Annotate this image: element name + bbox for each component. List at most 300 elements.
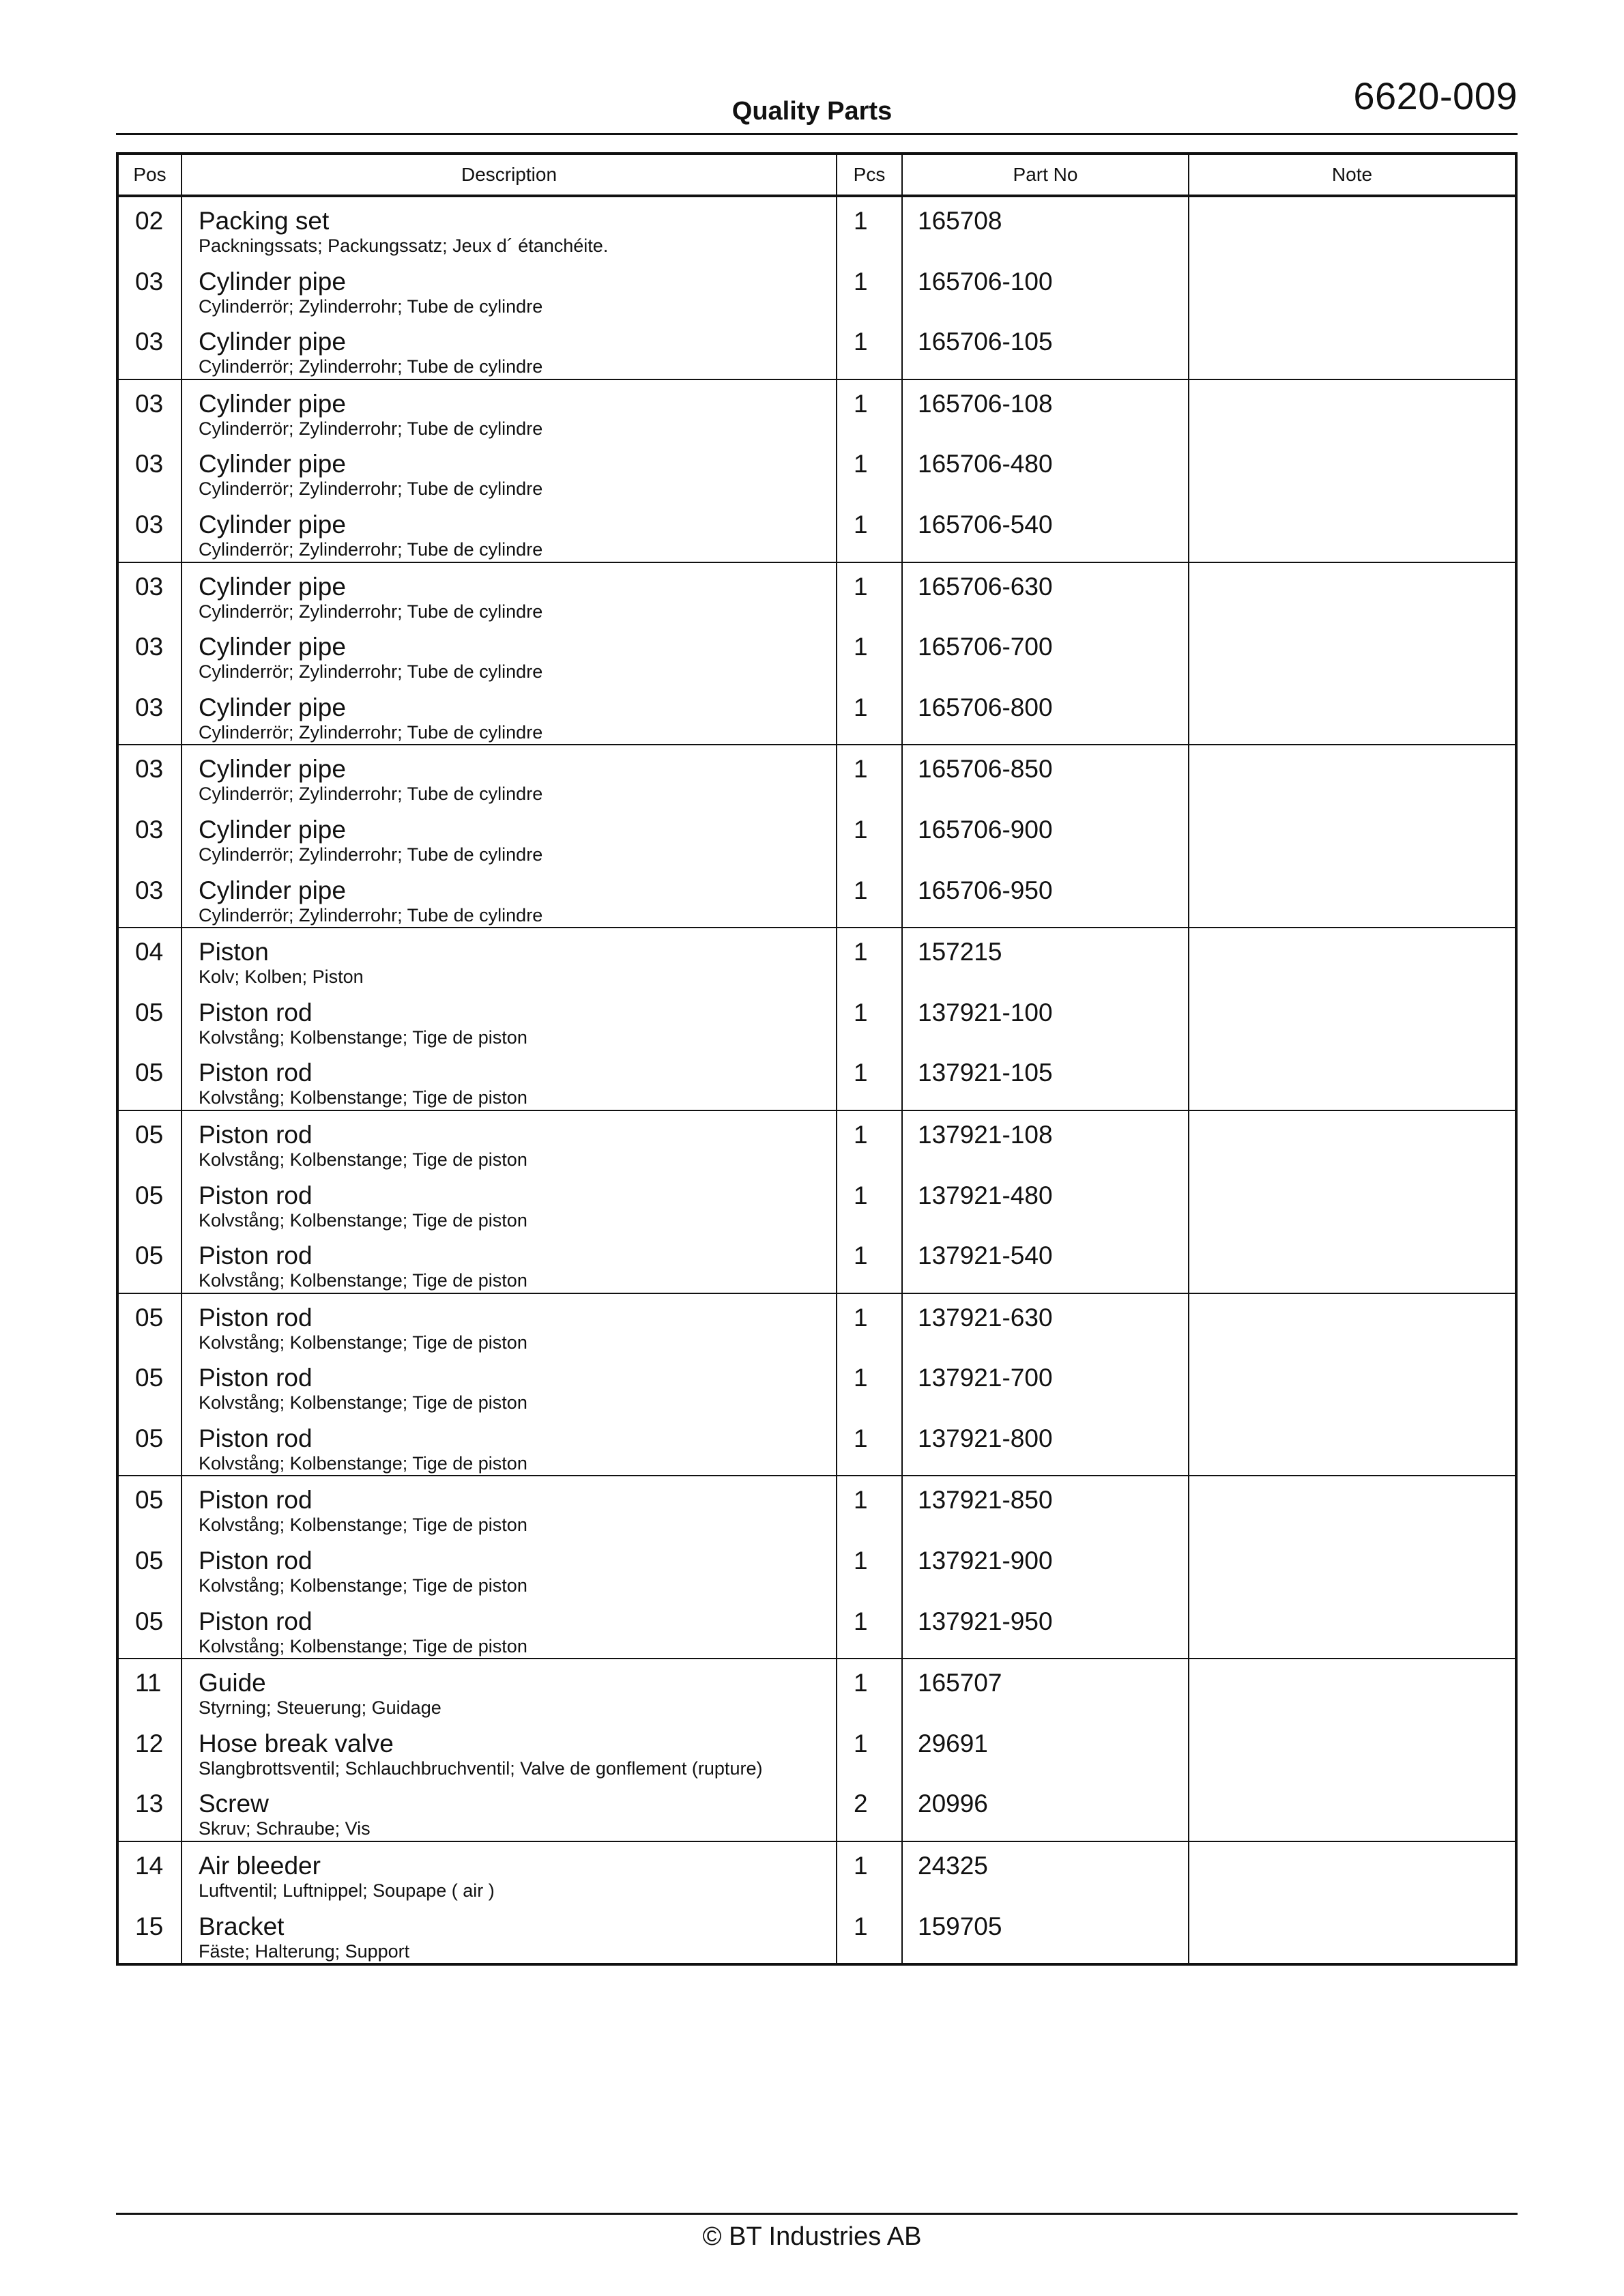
note-cell: [1189, 1903, 1516, 1965]
part-no-value: 165706-900: [918, 815, 1053, 844]
pos-cell: [117, 1476, 182, 1537]
part-no-cell: [902, 867, 1189, 928]
description-text: Piston rod: [199, 1364, 313, 1392]
pos-value: 03: [135, 876, 164, 904]
description-text: Piston rod: [199, 1607, 313, 1635]
pos-cell: [117, 562, 182, 624]
description-cell: [182, 1598, 837, 1659]
description-text: Piston rod: [199, 1303, 313, 1332]
pcs-cell: [837, 806, 902, 867]
part-no-cell: [902, 258, 1189, 319]
pos-cell: [117, 1841, 182, 1903]
pos-cell: [117, 501, 182, 562]
part-no-cell: [902, 379, 1189, 441]
table-header-row: [117, 154, 1516, 196]
pcs-value: 1: [854, 328, 868, 356]
table-row: [117, 1659, 1516, 1720]
description-translations: Cylinderrör; Zylinderrohr; Tube de cylindre: [199, 844, 543, 865]
pos-cell: [117, 806, 182, 867]
pcs-value: 1: [854, 1242, 868, 1270]
description-translations: Skruv; Schraube; Vis: [199, 1818, 371, 1839]
part-no-cell: [902, 196, 1189, 258]
pcs-value: 1: [854, 389, 868, 418]
note-cell: [1189, 1598, 1516, 1659]
pos-cell: [117, 684, 182, 745]
pcs-value: 1: [854, 1912, 868, 1940]
pcs-cell: [837, 928, 902, 989]
part-no-cell: [902, 745, 1189, 806]
pos-cell: [117, 440, 182, 501]
column-header-description: Description: [182, 154, 837, 196]
pos-cell: [117, 1049, 182, 1110]
pos-cell: [117, 1110, 182, 1172]
parts-table-body: [117, 196, 1516, 1964]
description-cell: [182, 501, 837, 562]
description-text: Cylinder pipe: [199, 450, 346, 478]
table-row: [117, 1172, 1516, 1233]
description-translations: Kolv; Kolben; Piston: [199, 966, 364, 988]
description-translations: Cylinderrör; Zylinderrohr; Tube de cylindre: [199, 721, 543, 743]
description-cell: [182, 1293, 837, 1355]
pcs-cell: [837, 1415, 902, 1476]
pos-cell: [117, 1720, 182, 1781]
description-translations: Slangbrottsventil; Schlauchbruchventil; Valve de gonflement (rupture): [199, 1757, 763, 1779]
pcs-cell: [837, 1537, 902, 1598]
pos-cell: [117, 379, 182, 441]
description-text: Piston rod: [199, 1424, 313, 1452]
pos-cell: [117, 989, 182, 1050]
description-text: Cylinder pipe: [199, 755, 346, 784]
description-translations: Kolvstång; Kolbenstange; Tige de piston: [199, 1515, 527, 1536]
description-text: Piston: [199, 938, 269, 966]
description-text: Bracket: [199, 1912, 285, 1940]
description-cell: [182, 1841, 837, 1903]
description-cell: [182, 1476, 837, 1537]
part-no-cell: [902, 562, 1189, 624]
part-no-cell: [902, 928, 1189, 989]
part-no-cell: [902, 806, 1189, 867]
description-text: Piston rod: [199, 1120, 313, 1149]
pcs-value: 1: [854, 510, 868, 539]
pcs-value: 2: [854, 1790, 868, 1818]
pos-cell: [117, 867, 182, 928]
pcs-cell: [837, 867, 902, 928]
part-no-cell: [902, 1476, 1189, 1537]
pcs-value: 1: [854, 998, 868, 1027]
pcs-value: 1: [854, 815, 868, 844]
pos-value: 05: [135, 1364, 164, 1392]
description-text: Cylinder pipe: [199, 876, 346, 904]
note-cell: [1189, 867, 1516, 928]
description-translations: Kolvstång; Kolbenstange; Tige de piston: [199, 1332, 527, 1353]
part-no-value: 165706-100: [918, 267, 1053, 296]
description-text: Cylinder pipe: [199, 510, 346, 539]
description-text: Piston rod: [199, 1059, 313, 1087]
pcs-cell: [837, 562, 902, 624]
pos-value: 13: [135, 1790, 164, 1818]
pcs-value: 1: [854, 450, 868, 478]
header-divider: [116, 133, 1518, 135]
note-cell: [1189, 1049, 1516, 1110]
pos-cell: [117, 623, 182, 684]
pcs-cell: [837, 1354, 902, 1415]
note-cell: [1189, 379, 1516, 441]
note-cell: [1189, 1232, 1516, 1293]
pos-cell: [117, 1598, 182, 1659]
description-translations: Styrning; Steuerung; Guidage: [199, 1697, 441, 1719]
part-no-cell: [902, 1720, 1189, 1781]
pcs-value: 1: [854, 633, 868, 661]
pos-value: 15: [135, 1912, 164, 1940]
pcs-cell: [837, 379, 902, 441]
pos-value: 05: [135, 1547, 164, 1575]
part-no-cell: [902, 1110, 1189, 1172]
pos-cell: [117, 1293, 182, 1355]
part-no-value: 165706-105: [918, 328, 1053, 356]
description-translations: Kolvstång; Kolbenstange; Tige de piston: [199, 1087, 527, 1108]
description-text: Cylinder pipe: [199, 572, 346, 601]
part-no-value: 20996: [918, 1790, 988, 1818]
pos-cell: [117, 1780, 182, 1841]
note-cell: [1189, 1293, 1516, 1355]
column-header-pos: Pos: [117, 154, 182, 196]
pcs-value: 1: [854, 1729, 868, 1757]
description-translations: Cylinderrör; Zylinderrohr; Tube de cylindre: [199, 418, 543, 439]
pos-cell: [117, 1415, 182, 1476]
description-text: Piston rod: [199, 998, 313, 1027]
part-no-value: 137921-480: [918, 1181, 1053, 1209]
part-no-value: 137921-900: [918, 1547, 1053, 1575]
note-cell: [1189, 318, 1516, 379]
note-cell: [1189, 1476, 1516, 1537]
pos-value: 05: [135, 998, 164, 1027]
description-translations: Cylinderrör; Zylinderrohr; Tube de cylindre: [199, 661, 543, 683]
table-row: [117, 379, 1516, 441]
description-cell: [182, 1659, 837, 1720]
pcs-value: 1: [854, 693, 868, 721]
pcs-cell: [837, 1598, 902, 1659]
part-no-value: 165706-108: [918, 389, 1053, 418]
part-no-value: 165706-800: [918, 693, 1053, 721]
table-row: [117, 1293, 1516, 1355]
pos-value: 03: [135, 450, 164, 478]
pcs-value: 1: [854, 1059, 868, 1087]
part-no-value: 165708: [918, 207, 1002, 235]
description-cell: [182, 1537, 837, 1598]
part-no-value: 159705: [918, 1912, 1002, 1940]
note-cell: [1189, 745, 1516, 806]
pcs-cell: [837, 623, 902, 684]
table-row: [117, 501, 1516, 562]
pcs-cell: [837, 1720, 902, 1781]
footer-copyright: © BT Industries AB: [702, 2222, 922, 2251]
note-cell: [1189, 196, 1516, 258]
part-no-value: 137921-950: [918, 1607, 1053, 1635]
pos-value: 03: [135, 510, 164, 539]
part-no-value: 137921-850: [918, 1486, 1053, 1515]
description-text: Cylinder pipe: [199, 815, 346, 844]
part-no-cell: [902, 623, 1189, 684]
part-no-cell: [902, 1172, 1189, 1233]
table-row: [117, 562, 1516, 624]
pcs-value: 1: [854, 1424, 868, 1452]
pos-value: 03: [135, 633, 164, 661]
table-row: [117, 196, 1516, 258]
table-row: [117, 623, 1516, 684]
pos-cell: [117, 1232, 182, 1293]
table-row: [117, 989, 1516, 1050]
description-text: Hose break valve: [199, 1729, 394, 1757]
column-header-pcs: Pcs: [837, 154, 902, 196]
description-translations: Packningssats; Packungssatz; Jeux d´ étanchéite.: [199, 235, 609, 256]
table-row: [117, 1841, 1516, 1903]
pos-value: 05: [135, 1303, 164, 1332]
note-cell: [1189, 562, 1516, 624]
pcs-value: 1: [854, 1669, 868, 1697]
description-text: Cylinder pipe: [199, 633, 346, 661]
table-row: [117, 1476, 1516, 1537]
pos-cell: [117, 1903, 182, 1965]
pos-value: 05: [135, 1424, 164, 1452]
pcs-cell: [837, 196, 902, 258]
pcs-value: 1: [854, 267, 868, 296]
pos-value: 03: [135, 815, 164, 844]
description-cell: [182, 1720, 837, 1781]
part-no-cell: [902, 1354, 1189, 1415]
part-no-cell: [902, 1049, 1189, 1110]
pos-cell: [117, 928, 182, 989]
column-header-note: Note: [1189, 154, 1516, 196]
pcs-cell: [837, 258, 902, 319]
description-cell: [182, 1110, 837, 1172]
description-cell: [182, 1354, 837, 1415]
note-cell: [1189, 1415, 1516, 1476]
pcs-cell: [837, 1476, 902, 1537]
table-row: [117, 745, 1516, 806]
note-cell: [1189, 440, 1516, 501]
description-cell: [182, 623, 837, 684]
pos-value: 03: [135, 328, 164, 356]
part-no-cell: [902, 1903, 1189, 1965]
part-no-cell: [902, 1232, 1189, 1293]
part-no-cell: [902, 1841, 1189, 1903]
pos-value: 14: [135, 1852, 164, 1880]
pos-value: 05: [135, 1059, 164, 1087]
pcs-cell: [837, 1841, 902, 1903]
table-row: [117, 1598, 1516, 1659]
description-text: Piston rod: [199, 1181, 313, 1209]
part-no-cell: [902, 1415, 1189, 1476]
pcs-value: 1: [854, 1607, 868, 1635]
table-row: [117, 684, 1516, 745]
description-text: Air bleeder: [199, 1852, 321, 1880]
description-translations: Kolvstång; Kolbenstange; Tige de piston: [199, 1270, 527, 1291]
pcs-value: 1: [854, 572, 868, 601]
table-row: [117, 1720, 1516, 1781]
note-cell: [1189, 989, 1516, 1050]
description-translations: Cylinderrör; Zylinderrohr; Tube de cylindre: [199, 784, 543, 805]
description-cell: [182, 196, 837, 258]
part-no-value: 165706-950: [918, 876, 1053, 904]
part-no-cell: [902, 1659, 1189, 1720]
description-cell: [182, 258, 837, 319]
table-row: [117, 1415, 1516, 1476]
pcs-value: 1: [854, 876, 868, 904]
part-no-value: 137921-108: [918, 1120, 1053, 1149]
description-translations: Kolvstång; Kolbenstange; Tige de piston: [199, 1209, 527, 1231]
table-row: [117, 928, 1516, 989]
pos-cell: [117, 318, 182, 379]
pcs-cell: [837, 1293, 902, 1355]
note-cell: [1189, 1354, 1516, 1415]
pcs-value: 1: [854, 1852, 868, 1880]
description-cell: [182, 745, 837, 806]
part-no-value: 29691: [918, 1729, 988, 1757]
table-row: [117, 1110, 1516, 1172]
pos-value: 05: [135, 1486, 164, 1515]
part-no-value: 165706-850: [918, 755, 1053, 784]
part-no-value: 137921-700: [918, 1364, 1053, 1392]
pos-cell: [117, 1354, 182, 1415]
description-cell: [182, 318, 837, 379]
pos-value: 05: [135, 1120, 164, 1149]
pos-value: 03: [135, 693, 164, 721]
part-no-cell: [902, 501, 1189, 562]
pcs-value: 1: [854, 1547, 868, 1575]
description-cell: [182, 379, 837, 441]
description-translations: Kolvstång; Kolbenstange; Tige de piston: [199, 1635, 527, 1656]
pos-value: 03: [135, 389, 164, 418]
description-cell: [182, 1903, 837, 1965]
table-row: [117, 1780, 1516, 1841]
pcs-cell: [837, 1110, 902, 1172]
note-cell: [1189, 684, 1516, 745]
part-no-value: 137921-630: [918, 1303, 1053, 1332]
pcs-cell: [837, 1780, 902, 1841]
note-cell: [1189, 806, 1516, 867]
part-no-cell: [902, 318, 1189, 379]
pos-cell: [117, 1537, 182, 1598]
pos-value: 05: [135, 1607, 164, 1635]
description-cell: [182, 1780, 837, 1841]
note-cell: [1189, 1841, 1516, 1903]
description-translations: Cylinderrör; Zylinderrohr; Tube de cylindre: [199, 601, 543, 622]
table-row: [117, 867, 1516, 928]
description-text: Guide: [199, 1669, 266, 1697]
pcs-value: 1: [854, 1120, 868, 1149]
description-text: Cylinder pipe: [199, 693, 346, 721]
table-row: [117, 1232, 1516, 1293]
description-translations: Cylinderrör; Zylinderrohr; Tube de cylindre: [199, 356, 543, 377]
pos-cell: [117, 196, 182, 258]
table-row: [117, 258, 1516, 319]
table-row: [117, 1537, 1516, 1598]
part-no-cell: [902, 1537, 1189, 1598]
footer-divider: [116, 2213, 1518, 2215]
pos-cell: [117, 745, 182, 806]
description-translations: Kolvstång; Kolbenstange; Tige de piston: [199, 1575, 527, 1596]
part-no-value: 137921-800: [918, 1424, 1053, 1452]
part-no-value: 165707: [918, 1669, 1002, 1697]
pos-value: 03: [135, 755, 164, 784]
note-cell: [1189, 1110, 1516, 1172]
table-row: [117, 1049, 1516, 1110]
description-text: Cylinder pipe: [199, 389, 346, 418]
description-cell: [182, 989, 837, 1050]
pcs-cell: [837, 1659, 902, 1720]
description-translations: Cylinderrör; Zylinderrohr; Tube de cylindre: [199, 539, 543, 560]
pos-cell: [117, 1172, 182, 1233]
description-text: Screw: [199, 1790, 269, 1818]
description-cell: [182, 562, 837, 624]
description-text: Piston rod: [199, 1547, 313, 1575]
pcs-cell: [837, 501, 902, 562]
pcs-value: 1: [854, 1364, 868, 1392]
description-translations: Luftventil; Luftnippel; Soupape ( air ): [199, 1880, 495, 1902]
pos-value: 04: [135, 938, 164, 966]
pcs-value: 1: [854, 755, 868, 784]
part-no-value: 137921-105: [918, 1059, 1053, 1087]
part-no-value: 165706-700: [918, 633, 1053, 661]
part-no-cell: [902, 1780, 1189, 1841]
pos-value: 05: [135, 1181, 164, 1209]
part-no-cell: [902, 989, 1189, 1050]
pcs-cell: [837, 1232, 902, 1293]
description-translations: Cylinderrör; Zylinderrohr; Tube de cylindre: [199, 478, 543, 500]
pos-cell: [117, 258, 182, 319]
note-cell: [1189, 1537, 1516, 1598]
pcs-value: 1: [854, 1486, 868, 1515]
part-no-value: 24325: [918, 1852, 988, 1880]
part-no-value: 157215: [918, 938, 1002, 966]
pos-value: 05: [135, 1242, 164, 1270]
description-cell: [182, 1415, 837, 1476]
description-translations: Kolvstång; Kolbenstange; Tige de piston: [199, 1027, 527, 1048]
pos-value: 11: [135, 1669, 162, 1697]
note-cell: [1189, 258, 1516, 319]
parts-table: [116, 152, 1518, 1966]
pcs-cell: [837, 989, 902, 1050]
description-cell: [182, 1049, 837, 1110]
description-cell: [182, 1172, 837, 1233]
description-translations: Kolvstång; Kolbenstange; Tige de piston: [199, 1149, 527, 1170]
part-no-value: 165706-540: [918, 510, 1053, 539]
note-cell: [1189, 1780, 1516, 1841]
description-translations: Fäste; Halterung; Support: [199, 1940, 410, 1962]
description-text: Cylinder pipe: [199, 328, 346, 356]
table-row: [117, 806, 1516, 867]
note-cell: [1189, 501, 1516, 562]
part-no-value: 137921-100: [918, 998, 1053, 1027]
description-translations: Cylinderrör; Zylinderrohr; Tube de cylindre: [199, 904, 543, 925]
description-cell: [182, 684, 837, 745]
pcs-value: 1: [854, 207, 868, 235]
note-cell: [1189, 1172, 1516, 1233]
description-text: Piston rod: [199, 1486, 313, 1515]
description-translations: Kolvstång; Kolbenstange; Tige de piston: [199, 1392, 527, 1414]
pos-cell: [117, 1659, 182, 1720]
pos-value: 03: [135, 267, 164, 296]
part-no-cell: [902, 1293, 1189, 1355]
document-code: 6620-009: [1353, 74, 1518, 117]
description-cell: [182, 440, 837, 501]
table-row: [117, 1354, 1516, 1415]
pcs-cell: [837, 745, 902, 806]
page-title: Quality Parts: [731, 97, 893, 126]
pcs-cell: [837, 1903, 902, 1965]
pcs-value: 1: [854, 1181, 868, 1209]
description-text: Packing set: [199, 207, 330, 235]
